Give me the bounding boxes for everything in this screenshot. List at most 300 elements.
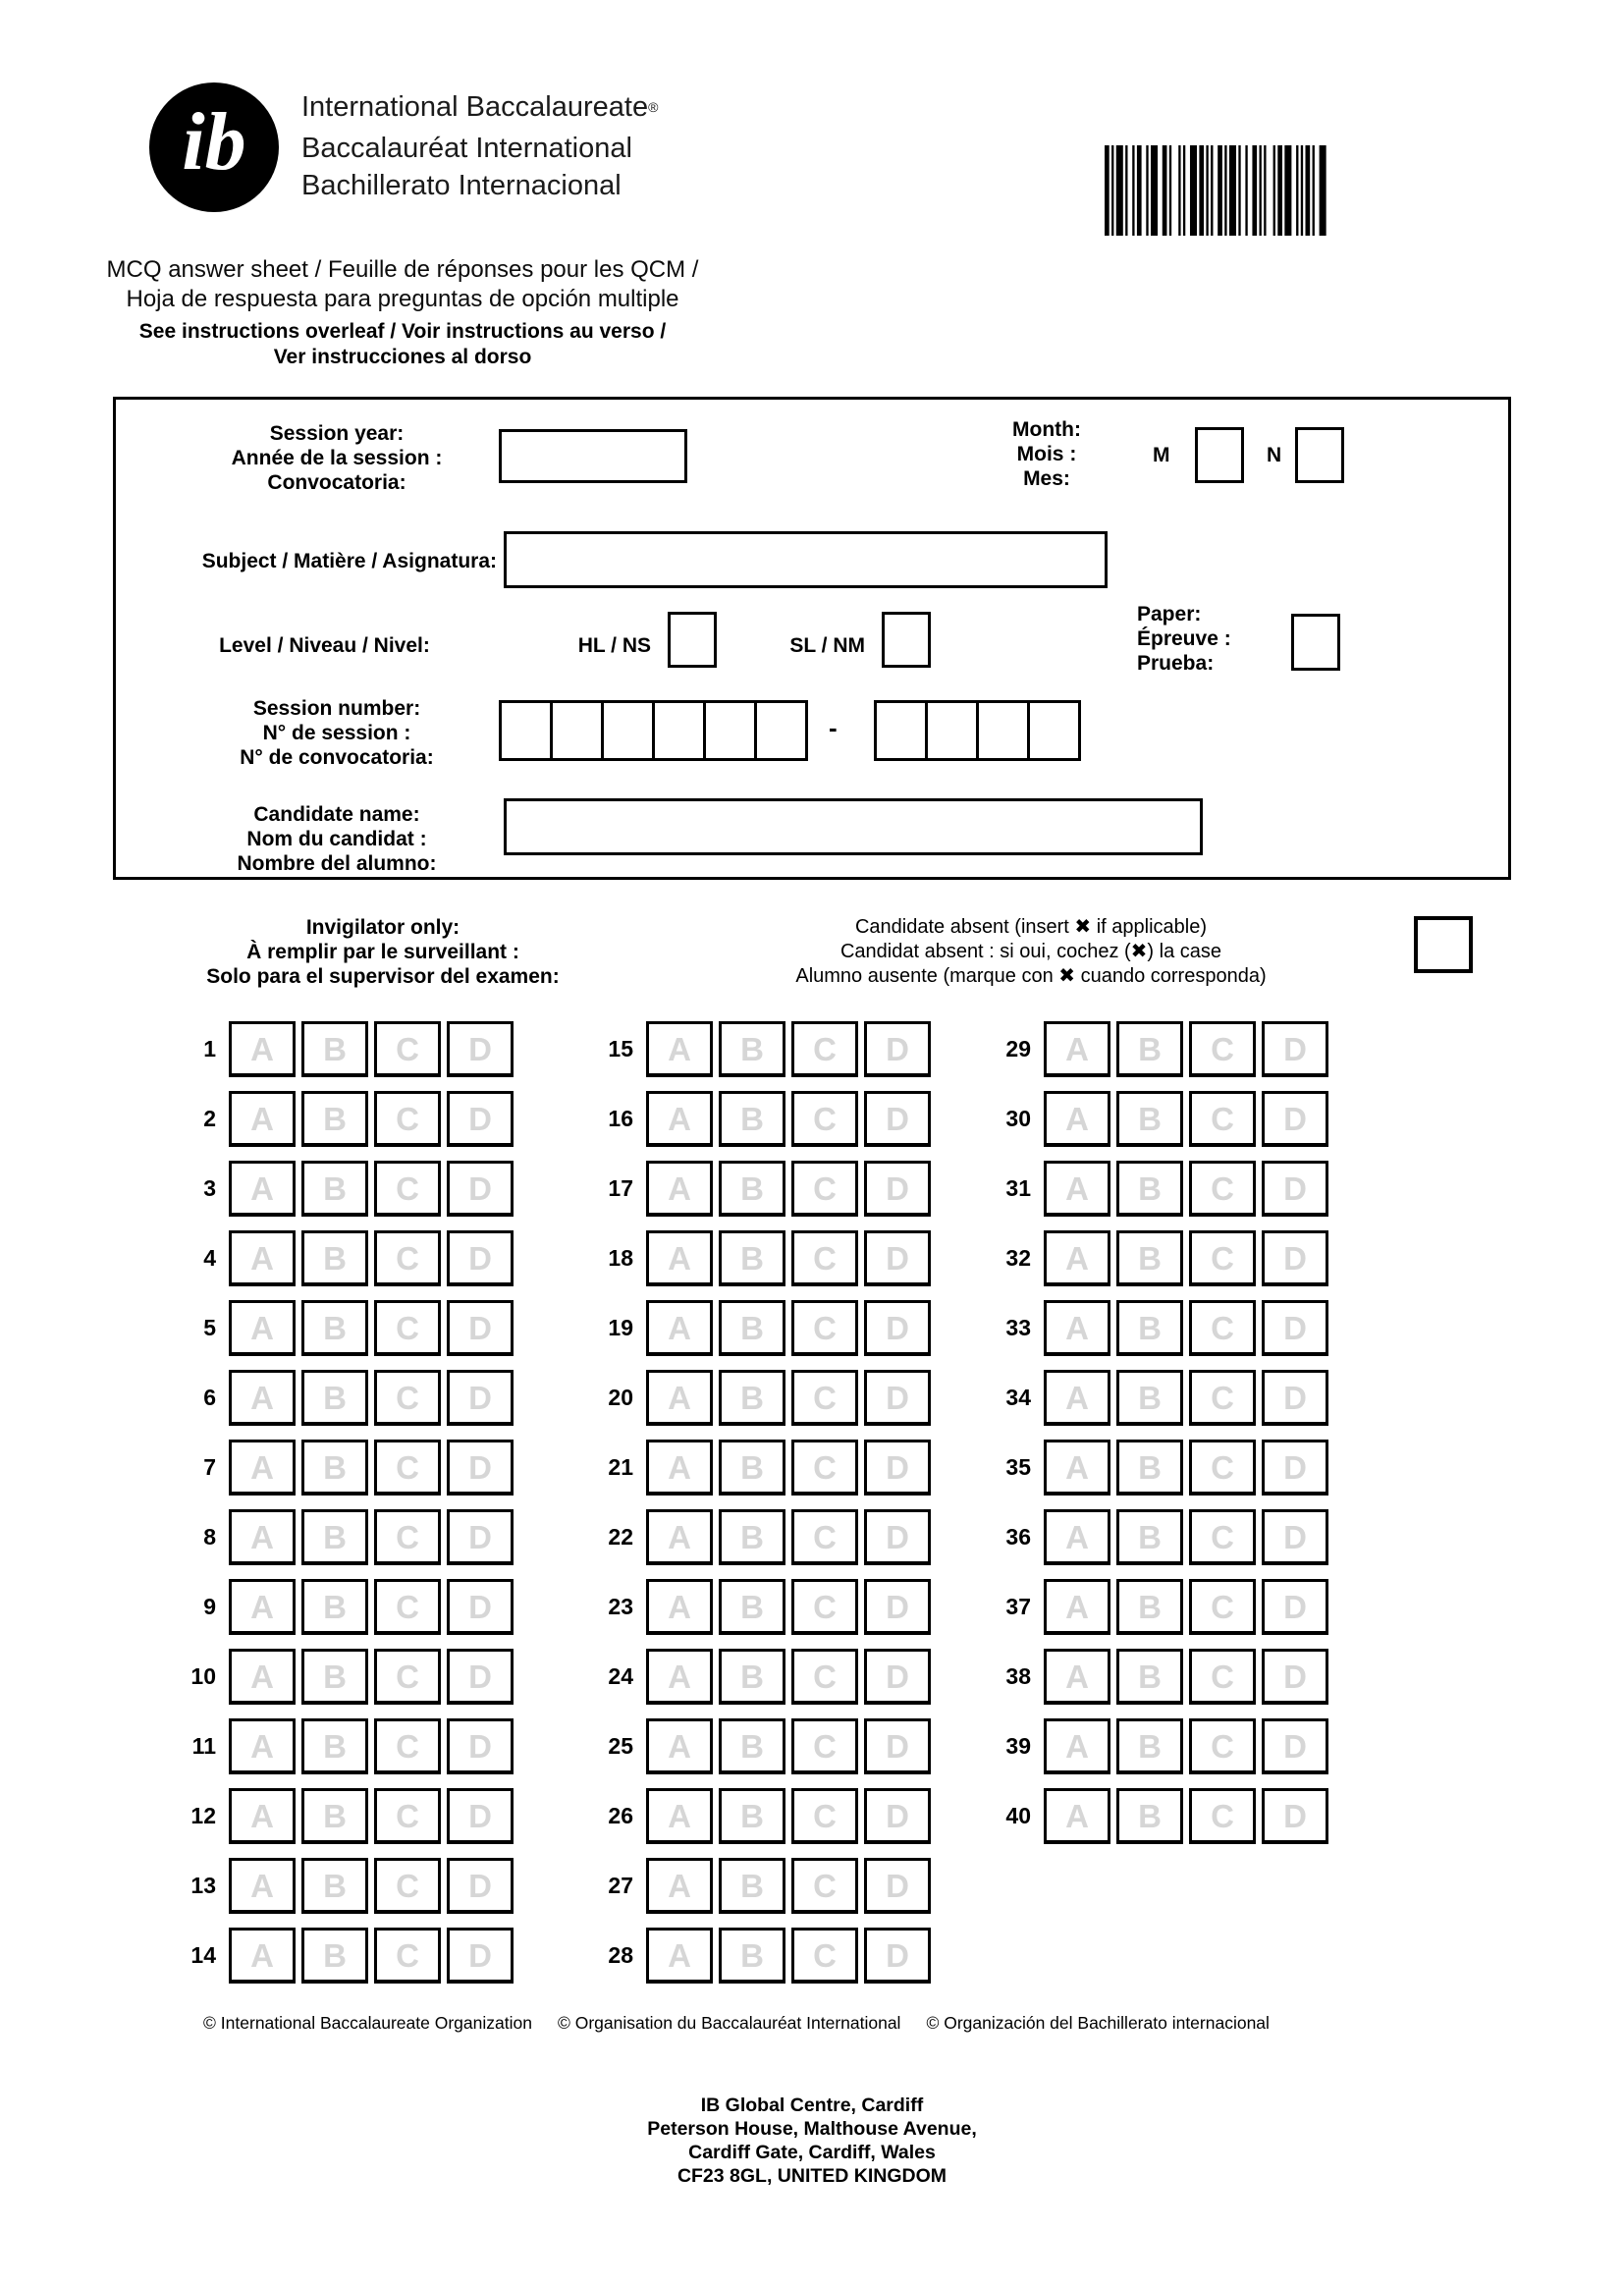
- digit-cell[interactable]: [601, 700, 655, 761]
- answer-box[interactable]: [374, 1440, 441, 1496]
- answer-box[interactable]: [374, 1021, 441, 1077]
- answer-box[interactable]: [1189, 1509, 1256, 1565]
- answer-letter: A: [250, 1239, 274, 1277]
- answer-box[interactable]: [791, 1370, 858, 1426]
- answer-box[interactable]: [791, 1300, 858, 1356]
- answer-box[interactable]: [1262, 1021, 1328, 1077]
- answer-box[interactable]: [1044, 1021, 1110, 1077]
- label-line: Épreuve :: [1137, 627, 1231, 650]
- answer-box[interactable]: [229, 1928, 296, 1984]
- answer-box[interactable]: [791, 1091, 858, 1147]
- answer-row: [157, 1649, 519, 1705]
- answer-box[interactable]: [719, 1509, 785, 1565]
- answer-box[interactable]: [301, 1788, 368, 1844]
- answer-letter: C: [813, 1309, 837, 1346]
- answer-box[interactable]: [374, 1161, 441, 1217]
- answer-letter: C: [1211, 1309, 1234, 1346]
- digit-cell[interactable]: [976, 700, 1030, 761]
- answer-box[interactable]: [1189, 1718, 1256, 1774]
- answer-box[interactable]: [1116, 1021, 1183, 1077]
- answer-box[interactable]: [646, 1649, 713, 1705]
- answer-box[interactable]: [1116, 1440, 1183, 1496]
- subject-input[interactable]: [504, 531, 1108, 588]
- label-line: Mois :: [1016, 443, 1077, 465]
- answer-box[interactable]: [1116, 1161, 1183, 1217]
- label-line: N° de convocatoria:: [240, 746, 434, 769]
- answer-box[interactable]: [719, 1091, 785, 1147]
- answer-box[interactable]: [374, 1509, 441, 1565]
- answer-box[interactable]: [229, 1091, 296, 1147]
- answer-box[interactable]: [301, 1718, 368, 1774]
- label-line: Solo para el supervisor del examen:: [206, 965, 560, 988]
- answer-box[interactable]: [864, 1440, 931, 1496]
- question-number: 5: [203, 1315, 216, 1340]
- candidate-name-input[interactable]: [504, 798, 1203, 855]
- answer-box[interactable]: [229, 1300, 296, 1356]
- answer-box[interactable]: [1262, 1091, 1328, 1147]
- label-line: Peterson House, Malthouse Avenue,: [647, 2118, 977, 2140]
- question-number: 22: [608, 1524, 633, 1550]
- answer-letter: D: [468, 1588, 492, 1625]
- answer-letter: B: [323, 1100, 347, 1137]
- answer-letter: D: [886, 1030, 909, 1067]
- answer-box[interactable]: [301, 1300, 368, 1356]
- answer-letter: C: [396, 1309, 419, 1346]
- digit-cell[interactable]: [874, 700, 928, 761]
- answer-row: [157, 1718, 519, 1774]
- answer-box[interactable]: [646, 1091, 713, 1147]
- answer-box[interactable]: [447, 1788, 514, 1844]
- answer-letter: A: [668, 1518, 691, 1555]
- answer-box[interactable]: [1044, 1230, 1110, 1286]
- answer-letter: B: [1138, 1030, 1162, 1067]
- answer-box[interactable]: [229, 1788, 296, 1844]
- answer-letter: D: [468, 1936, 492, 1974]
- answer-box[interactable]: [719, 1161, 785, 1217]
- answer-box[interactable]: [447, 1091, 514, 1147]
- answer-box[interactable]: [646, 1440, 713, 1496]
- answer-box[interactable]: [447, 1928, 514, 1984]
- answer-box[interactable]: [301, 1928, 368, 1984]
- answer-letter: B: [323, 1170, 347, 1207]
- answer-letter: A: [668, 1658, 691, 1695]
- answer-box[interactable]: [1189, 1300, 1256, 1356]
- answer-box[interactable]: [1262, 1161, 1328, 1217]
- answer-box[interactable]: [374, 1788, 441, 1844]
- answer-box[interactable]: [1116, 1300, 1183, 1356]
- answer-row: [972, 1021, 1334, 1077]
- answer-letter: C: [813, 1658, 837, 1695]
- answer-letter: C: [396, 1379, 419, 1416]
- answer-box[interactable]: [1262, 1370, 1328, 1426]
- answer-box[interactable]: [1189, 1649, 1256, 1705]
- session-year-input[interactable]: [499, 429, 687, 483]
- answer-letter: C: [396, 1518, 419, 1555]
- answer-letter: A: [250, 1379, 274, 1416]
- answer-box[interactable]: [1262, 1440, 1328, 1496]
- answer-box[interactable]: [374, 1718, 441, 1774]
- answer-box[interactable]: [374, 1300, 441, 1356]
- answer-box[interactable]: [229, 1649, 296, 1705]
- question-number: 12: [190, 1803, 216, 1828]
- answer-box[interactable]: [864, 1300, 931, 1356]
- digit-cell[interactable]: [925, 700, 979, 761]
- answer-letter: B: [323, 1867, 347, 1904]
- answer-letter: C: [396, 1448, 419, 1486]
- question-number: 24: [608, 1663, 633, 1689]
- answer-row: [157, 1788, 519, 1844]
- answer-column: [574, 1021, 937, 1997]
- answer-box[interactable]: [447, 1300, 514, 1356]
- answer-box[interactable]: [229, 1718, 296, 1774]
- answer-letter: B: [740, 1727, 764, 1765]
- answer-box[interactable]: [1116, 1788, 1183, 1844]
- answer-row: [972, 1091, 1334, 1147]
- answer-box[interactable]: [646, 1579, 713, 1635]
- answer-box[interactable]: [1116, 1649, 1183, 1705]
- month-m-label: M: [1153, 444, 1170, 466]
- answer-box[interactable]: [447, 1161, 514, 1217]
- logo-line-text: International Baccalaureate: [301, 91, 649, 123]
- answer-row: [574, 1161, 937, 1217]
- answer-letter: C: [1211, 1379, 1234, 1416]
- answer-letter: A: [1065, 1727, 1089, 1765]
- answer-box[interactable]: [1044, 1788, 1110, 1844]
- answer-box[interactable]: [646, 1858, 713, 1914]
- answer-box[interactable]: [447, 1718, 514, 1774]
- answer-box[interactable]: [719, 1230, 785, 1286]
- answer-box[interactable]: [791, 1021, 858, 1077]
- answer-letter: A: [668, 1170, 691, 1207]
- answer-box[interactable]: [229, 1440, 296, 1496]
- label-line: IB Global Centre, Cardiff: [700, 2095, 924, 2116]
- answer-letter: B: [1138, 1100, 1162, 1137]
- answer-letter: A: [668, 1379, 691, 1416]
- barcode: [1105, 145, 1328, 236]
- answer-box[interactable]: [1116, 1091, 1183, 1147]
- copyright-line: © Organización del Bachillerato internacional: [926, 2013, 1270, 2033]
- answer-row: [574, 1718, 937, 1774]
- answer-box[interactable]: [719, 1440, 785, 1496]
- answer-row: [157, 1858, 519, 1914]
- answer-box[interactable]: [1044, 1579, 1110, 1635]
- answer-box[interactable]: [1262, 1718, 1328, 1774]
- answer-box[interactable]: [1116, 1370, 1183, 1426]
- answer-box[interactable]: [646, 1230, 713, 1286]
- answer-box[interactable]: [864, 1230, 931, 1286]
- question-number: 29: [1005, 1036, 1031, 1061]
- answer-box[interactable]: [719, 1649, 785, 1705]
- digit-cell[interactable]: [703, 700, 757, 761]
- answer-letter: C: [1211, 1658, 1234, 1695]
- answer-box[interactable]: [864, 1858, 931, 1914]
- answer-box[interactable]: [301, 1649, 368, 1705]
- level-hl-label: HL / NS: [577, 634, 651, 657]
- logo-line: Baccalauréat International: [301, 133, 632, 164]
- answer-box[interactable]: [374, 1230, 441, 1286]
- answer-box[interactable]: [1044, 1718, 1110, 1774]
- answer-box[interactable]: [719, 1788, 785, 1844]
- answer-box[interactable]: [791, 1928, 858, 1984]
- label-line: Month:: [1012, 418, 1081, 441]
- answer-box[interactable]: [864, 1718, 931, 1774]
- session-number-cells-group1: [499, 700, 808, 761]
- answer-letter: D: [1283, 1309, 1307, 1346]
- question-number: 2: [203, 1106, 216, 1131]
- answer-box[interactable]: [301, 1509, 368, 1565]
- answer-box[interactable]: [447, 1649, 514, 1705]
- answer-letter: A: [1065, 1170, 1089, 1207]
- answer-letter: D: [1283, 1100, 1307, 1137]
- answer-box[interactable]: [1262, 1509, 1328, 1565]
- answer-letter: B: [323, 1797, 347, 1834]
- answer-letter: D: [1283, 1658, 1307, 1695]
- answer-box[interactable]: [1044, 1440, 1110, 1496]
- answer-letter: A: [1065, 1588, 1089, 1625]
- month-m-checkbox[interactable]: [1195, 427, 1244, 483]
- answer-letter: A: [668, 1309, 691, 1346]
- answer-box[interactable]: [229, 1021, 296, 1077]
- question-number: 11: [191, 1733, 216, 1759]
- answer-letter: A: [668, 1727, 691, 1765]
- answer-letter: B: [740, 1170, 764, 1207]
- answer-box[interactable]: [1116, 1718, 1183, 1774]
- answer-row: [574, 1300, 937, 1356]
- answer-row: [972, 1161, 1334, 1217]
- answer-box[interactable]: [1044, 1509, 1110, 1565]
- paper-checkbox[interactable]: [1291, 614, 1340, 671]
- question-number: 39: [1005, 1733, 1031, 1759]
- answer-letter: B: [740, 1797, 764, 1834]
- answer-box[interactable]: [719, 1021, 785, 1077]
- answer-box[interactable]: [301, 1370, 368, 1426]
- instructions-line: Ver instrucciones al dorso: [273, 346, 532, 368]
- answer-box[interactable]: [374, 1370, 441, 1426]
- answer-letter: C: [813, 1030, 837, 1067]
- answer-box[interactable]: [719, 1718, 785, 1774]
- answer-box[interactable]: [864, 1091, 931, 1147]
- answer-box[interactable]: [447, 1858, 514, 1914]
- candidate-absent-checkbox[interactable]: [1414, 916, 1473, 973]
- answer-box[interactable]: [1189, 1440, 1256, 1496]
- question-number: 21: [608, 1454, 633, 1480]
- answer-letter: C: [1211, 1448, 1234, 1486]
- answer-box[interactable]: [864, 1579, 931, 1635]
- question-number: 27: [608, 1873, 633, 1898]
- answer-box[interactable]: [864, 1021, 931, 1077]
- answer-box[interactable]: [719, 1370, 785, 1426]
- answer-box[interactable]: [1262, 1230, 1328, 1286]
- answer-box[interactable]: [646, 1788, 713, 1844]
- answer-box[interactable]: [447, 1230, 514, 1286]
- label-line: Paper:: [1137, 603, 1202, 626]
- answer-letter: B: [740, 1588, 764, 1625]
- answer-box[interactable]: [791, 1649, 858, 1705]
- answer-letter: C: [813, 1239, 837, 1277]
- answer-letter: D: [468, 1448, 492, 1486]
- answer-letter: B: [740, 1239, 764, 1277]
- question-number: 32: [1005, 1245, 1031, 1271]
- answer-row: [972, 1788, 1334, 1844]
- answer-letter: D: [886, 1867, 909, 1904]
- answer-box[interactable]: [229, 1858, 296, 1914]
- answer-box[interactable]: [229, 1509, 296, 1565]
- month-n-checkbox[interactable]: [1295, 427, 1344, 483]
- title-line: Hoja de respuesta para preguntas de opción multiple: [126, 286, 679, 312]
- answer-box[interactable]: [301, 1579, 368, 1635]
- answer-box[interactable]: [1044, 1161, 1110, 1217]
- level-sl-checkbox[interactable]: [882, 612, 931, 668]
- answer-box[interactable]: [791, 1230, 858, 1286]
- answer-box[interactable]: [374, 1579, 441, 1635]
- answer-box[interactable]: [864, 1509, 931, 1565]
- digit-cell[interactable]: [1027, 700, 1081, 761]
- question-number: 20: [608, 1385, 633, 1410]
- answer-box[interactable]: [791, 1440, 858, 1496]
- answer-letter: D: [886, 1936, 909, 1974]
- answer-box[interactable]: [1189, 1230, 1256, 1286]
- question-number: 14: [190, 1942, 216, 1968]
- question-number: 13: [190, 1873, 216, 1898]
- answer-box[interactable]: [229, 1230, 296, 1286]
- answer-box[interactable]: [864, 1788, 931, 1844]
- answer-box[interactable]: [791, 1509, 858, 1565]
- answer-box[interactable]: [1189, 1579, 1256, 1635]
- question-number: 26: [608, 1803, 633, 1828]
- answer-letter: D: [468, 1309, 492, 1346]
- answer-box[interactable]: [1189, 1788, 1256, 1844]
- answer-box[interactable]: [1116, 1579, 1183, 1635]
- answer-box[interactable]: [1044, 1300, 1110, 1356]
- answer-letter: B: [1138, 1239, 1162, 1277]
- answer-row: [972, 1579, 1334, 1635]
- answer-box[interactable]: [1189, 1021, 1256, 1077]
- answer-box[interactable]: [1189, 1370, 1256, 1426]
- answer-box[interactable]: [1116, 1230, 1183, 1286]
- answer-letter: B: [323, 1379, 347, 1416]
- answer-box[interactable]: [864, 1928, 931, 1984]
- answer-box[interactable]: [719, 1579, 785, 1635]
- answer-box[interactable]: [1262, 1649, 1328, 1705]
- answer-letter: D: [1283, 1797, 1307, 1834]
- answer-box[interactable]: [864, 1649, 931, 1705]
- answer-box[interactable]: [791, 1718, 858, 1774]
- answer-box[interactable]: [374, 1649, 441, 1705]
- answer-box[interactable]: [1044, 1091, 1110, 1147]
- answer-letter: C: [396, 1936, 419, 1974]
- digit-cell[interactable]: [499, 700, 553, 761]
- ib-logo-circle: [149, 82, 279, 212]
- answer-box[interactable]: [447, 1579, 514, 1635]
- answer-box[interactable]: [1262, 1300, 1328, 1356]
- answer-letter: A: [668, 1448, 691, 1486]
- answer-letter: A: [1065, 1239, 1089, 1277]
- level-hl-checkbox[interactable]: [668, 612, 717, 668]
- answer-letter: A: [250, 1170, 274, 1207]
- answer-box[interactable]: [1044, 1370, 1110, 1426]
- answer-box[interactable]: [719, 1858, 785, 1914]
- answer-box[interactable]: [447, 1509, 514, 1565]
- question-number: 8: [203, 1524, 216, 1550]
- answer-box[interactable]: [301, 1858, 368, 1914]
- answer-box[interactable]: [646, 1928, 713, 1984]
- answer-box[interactable]: [229, 1161, 296, 1217]
- answer-box[interactable]: [447, 1021, 514, 1077]
- answer-box[interactable]: [791, 1579, 858, 1635]
- answer-box[interactable]: [1262, 1579, 1328, 1635]
- answer-box[interactable]: [301, 1440, 368, 1496]
- answer-box[interactable]: [374, 1091, 441, 1147]
- answer-letter: D: [1283, 1448, 1307, 1486]
- copyright-line: © Organisation du Baccalauréat International: [557, 2013, 901, 2033]
- answer-column: [972, 1021, 1334, 1858]
- answer-letter: B: [1138, 1309, 1162, 1346]
- answer-letter: A: [250, 1936, 274, 1974]
- answer-letter: B: [740, 1867, 764, 1904]
- answer-box[interactable]: [646, 1021, 713, 1077]
- answer-box[interactable]: [301, 1161, 368, 1217]
- digit-cell[interactable]: [754, 700, 808, 761]
- answer-box[interactable]: [1116, 1509, 1183, 1565]
- answer-box[interactable]: [719, 1300, 785, 1356]
- answer-box[interactable]: [864, 1370, 931, 1426]
- answer-letter: C: [1211, 1170, 1234, 1207]
- answer-box[interactable]: [447, 1370, 514, 1426]
- answer-letter: A: [250, 1727, 274, 1765]
- answer-box[interactable]: [791, 1161, 858, 1217]
- answer-box[interactable]: [791, 1788, 858, 1844]
- answer-box[interactable]: [1044, 1649, 1110, 1705]
- answer-box[interactable]: [301, 1021, 368, 1077]
- answer-letter: B: [1138, 1518, 1162, 1555]
- instructions-note: [79, 319, 727, 370]
- digit-cell[interactable]: [652, 700, 706, 761]
- answer-letter: A: [250, 1658, 274, 1695]
- answer-box[interactable]: [719, 1928, 785, 1984]
- month-label: [948, 417, 1145, 491]
- label-line: Convocatoria:: [267, 471, 406, 494]
- answer-letter: D: [1283, 1518, 1307, 1555]
- answer-row: [574, 1509, 937, 1565]
- digit-cell[interactable]: [550, 700, 604, 761]
- answer-box[interactable]: [374, 1858, 441, 1914]
- answer-box[interactable]: [301, 1091, 368, 1147]
- answer-box[interactable]: [1189, 1161, 1256, 1217]
- answer-box[interactable]: [791, 1858, 858, 1914]
- answer-letter: D: [886, 1239, 909, 1277]
- answer-letter: D: [468, 1518, 492, 1555]
- answer-letter: D: [468, 1100, 492, 1137]
- question-number: 16: [608, 1106, 633, 1131]
- answer-box[interactable]: [646, 1300, 713, 1356]
- answer-box[interactable]: [229, 1579, 296, 1635]
- answer-box[interactable]: [646, 1718, 713, 1774]
- question-number: 34: [1005, 1385, 1031, 1410]
- answer-box[interactable]: [301, 1230, 368, 1286]
- answer-letter: C: [396, 1658, 419, 1695]
- answer-box[interactable]: [447, 1440, 514, 1496]
- answer-letter: C: [1211, 1030, 1234, 1067]
- answer-box[interactable]: [864, 1161, 931, 1217]
- copyright-row: [113, 2013, 1360, 2034]
- answer-box[interactable]: [1189, 1091, 1256, 1147]
- answer-box[interactable]: [374, 1928, 441, 1984]
- answer-box[interactable]: [646, 1161, 713, 1217]
- answer-box[interactable]: [646, 1509, 713, 1565]
- answer-box[interactable]: [646, 1370, 713, 1426]
- answer-box[interactable]: [1262, 1788, 1328, 1844]
- answer-box[interactable]: [229, 1370, 296, 1426]
